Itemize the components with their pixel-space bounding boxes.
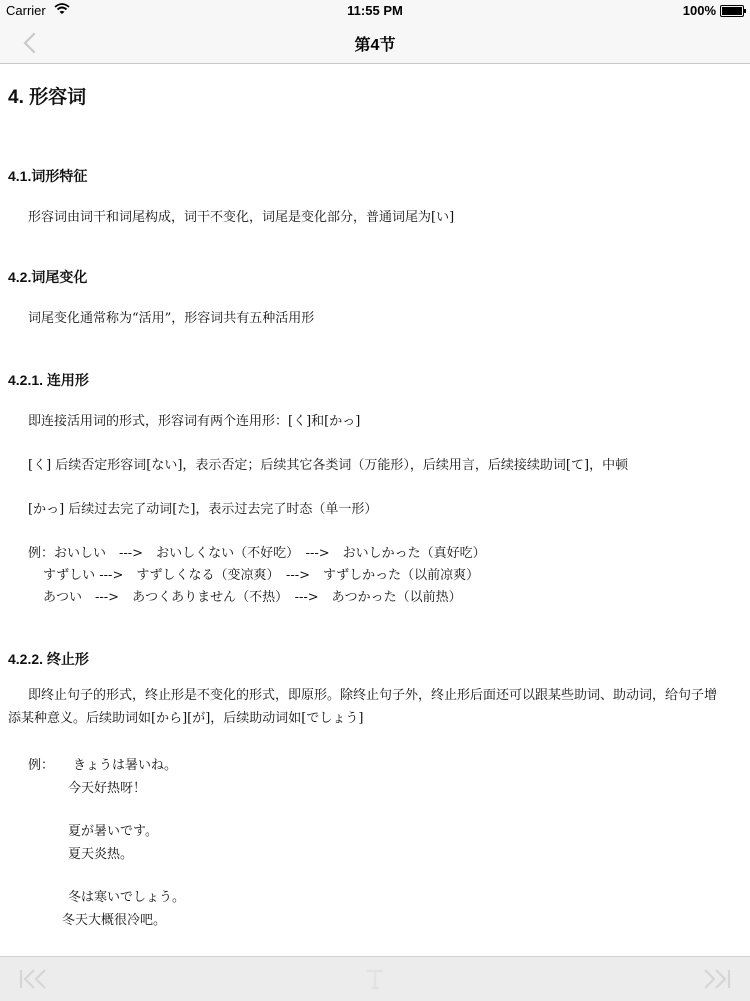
navigation-bar [0, 22, 750, 64]
battery-icon [720, 5, 744, 17]
paragraph-renyoukei-intro: 即连接活用词的形式，形容词有两个连用形：[く]和[かっ] [28, 414, 361, 429]
example-line: あつい ---> あつくありません（不热） ---> あつかった（以前热） [43, 590, 462, 605]
example-sentence-cn: 冬天大概很冷吧。 [62, 913, 167, 928]
font-size-icon[interactable] [364, 967, 386, 991]
example-sentence-jp: 冬は寒いでしょう。 [68, 890, 186, 905]
section-text-4-1: 形容词由词干和词尾构成，词干不变化，词尾是变化部分，普通词尾为[い] [28, 210, 455, 225]
example-line: すずしい ---> すずしくなる（变凉爽） ---> すずしかった（以前凉爽） [43, 568, 480, 583]
example-sentence-cn: 今天好热呀！ [68, 781, 147, 796]
section-title-4-2: 4.2.词尾变化 [8, 269, 88, 285]
paragraph-ka-usage: [かっ] 后续过去完了动词[た]，表示过去完了时态（单一形） [28, 502, 378, 517]
example-sentence-cn: 夏天炎热。 [68, 847, 134, 862]
skip-to-first-icon[interactable] [18, 967, 52, 991]
battery-percentage: 100% [682, 3, 716, 18]
example-label: 例： [28, 758, 55, 773]
chapter-heading: 4. 形容词 [8, 87, 87, 108]
section-title-4-2-2: 4.2.2. 终止形 [8, 651, 89, 667]
example-sentence-jp: きょうは暑いね。 [73, 758, 178, 773]
status-bar [0, 0, 750, 22]
paragraph-shuushikei: 即终止句子的形式，终止形是不变化的形式，即原形。除终止句子外，终止形后面还可以跟某些助词、助动词，给句子增添某种意义。后续助词如[から][が]，后续助动词如[でしょう] [8, 688, 718, 726]
carrier-label: Carrier [6, 3, 46, 18]
clock-time: 11:55 PM [347, 3, 403, 18]
document-content[interactable] [0, 64, 750, 956]
example-sentence-jp: 夏が暑いです。 [68, 824, 158, 839]
section-title-4-1: 4.1.词形特征 [8, 168, 88, 184]
example-line: 例：おいしい ---> おいしくない（不好吃） ---> おいしかった（真好吃） [28, 546, 486, 561]
page-title: 第4节 [354, 37, 396, 54]
paragraph-ku-usage: [く] 后续否定形容词[ない]，表示否定；后续其它各类词（万能形），后续用言，后续接续助词[て]，中顿 [28, 458, 629, 473]
section-title-4-2-1: 4.2.1. 连用形 [8, 372, 89, 388]
bottom-toolbar [0, 956, 750, 1001]
skip-to-last-icon[interactable] [698, 967, 732, 991]
section-text-4-2: 词尾变化通常称为“活用”，形容词共有五种活用形 [28, 311, 315, 326]
